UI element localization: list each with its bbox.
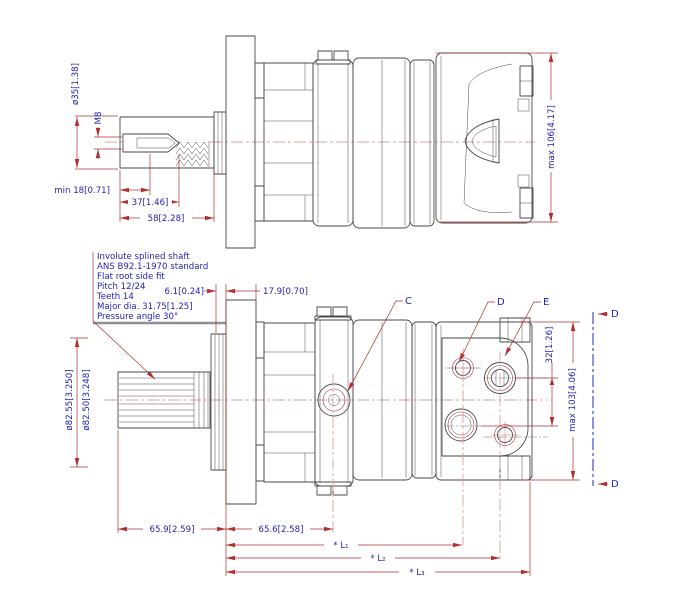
note-line: Major dia. 31.75[1.25] xyxy=(97,302,193,312)
top-bolt-head xyxy=(318,51,332,60)
dim-l2 xyxy=(226,553,500,564)
dim-port-spacing xyxy=(481,327,558,426)
bottom-view xyxy=(65,252,619,578)
dim-text-port-spacing: 32[1.26] xyxy=(545,326,555,364)
shaft-collar xyxy=(214,112,226,174)
hole-bottom-right xyxy=(491,421,519,449)
label-port-c: C xyxy=(405,296,412,307)
label-port-e: E xyxy=(543,297,550,308)
dim-shaft-extension xyxy=(118,430,226,535)
pilot-boss xyxy=(211,334,226,470)
dim-text-body-height-bottom: max 103[4.06] xyxy=(568,368,578,432)
dim-l1 xyxy=(226,540,462,551)
dim-text-shaft-diameter: ø35[1.38] xyxy=(71,62,81,106)
dim-body-height xyxy=(436,53,558,222)
note-line: Teeth 14 xyxy=(97,292,134,302)
label-port-d: D xyxy=(497,297,505,308)
port-c xyxy=(318,384,350,416)
dim-thread xyxy=(94,112,122,159)
bolt-head xyxy=(317,486,331,495)
spline-note xyxy=(93,252,226,379)
note-line: ANS B92.1-1970 standard xyxy=(97,262,209,272)
label-section-bottom: D xyxy=(611,479,619,490)
top-view xyxy=(54,36,558,248)
dim-keyway-length xyxy=(120,154,179,222)
note-line: Involute splined shaft xyxy=(97,252,190,262)
section-dd xyxy=(593,309,619,490)
dim-text-pilot-max: ø82.55[3.250] xyxy=(65,369,75,431)
dim-text-boss: 6.1[0.24] xyxy=(164,287,204,297)
dim-text-thread-depth: min 18[0.71] xyxy=(54,186,110,196)
dim-text-body-height: max 106[4.17] xyxy=(547,105,557,169)
dim-text-shaft-length: 58[2.28] xyxy=(147,214,185,224)
dim-text-shaft-extension: 65.9[2.59] xyxy=(149,525,195,535)
note-line: Pitch 12/24 xyxy=(97,282,146,292)
dim-text-flange: 17.9[0.70] xyxy=(263,287,308,297)
dim-text-l3: * L₃ xyxy=(409,568,425,578)
dim-text-thread: M8 xyxy=(94,111,104,125)
port-labels xyxy=(348,296,549,391)
dim-text-l2: * L₂ xyxy=(370,554,386,564)
note-leader xyxy=(93,321,155,379)
dim-text-keyway-length: 37[1.46] xyxy=(131,198,169,208)
spline-zone xyxy=(172,141,209,167)
dim-text-port-c-offset: 65.6[2.58] xyxy=(258,525,304,535)
end-cap xyxy=(436,53,533,223)
hole-bottom-left xyxy=(445,409,477,441)
mounting-flange-bottom xyxy=(226,300,264,504)
dim-text-l1: * L₁ xyxy=(333,541,349,551)
dim-pilot-diameter xyxy=(65,338,92,467)
dim-port-c-offset xyxy=(226,524,333,535)
cap-bolt xyxy=(500,456,530,480)
dim-text-pilot-min: ø82.50[3.248] xyxy=(82,369,92,431)
shaft-section xyxy=(120,117,214,168)
end-cap-ports xyxy=(436,318,548,480)
m8-tapped-hole xyxy=(137,138,175,148)
motor-housing xyxy=(264,51,434,228)
label-section-top: D xyxy=(611,309,619,320)
note-line: Pressure angle 30° xyxy=(97,312,179,322)
dim-thread-depth xyxy=(54,154,150,196)
note-line: Flat root side fit xyxy=(97,272,165,282)
bolt-head xyxy=(317,307,331,316)
